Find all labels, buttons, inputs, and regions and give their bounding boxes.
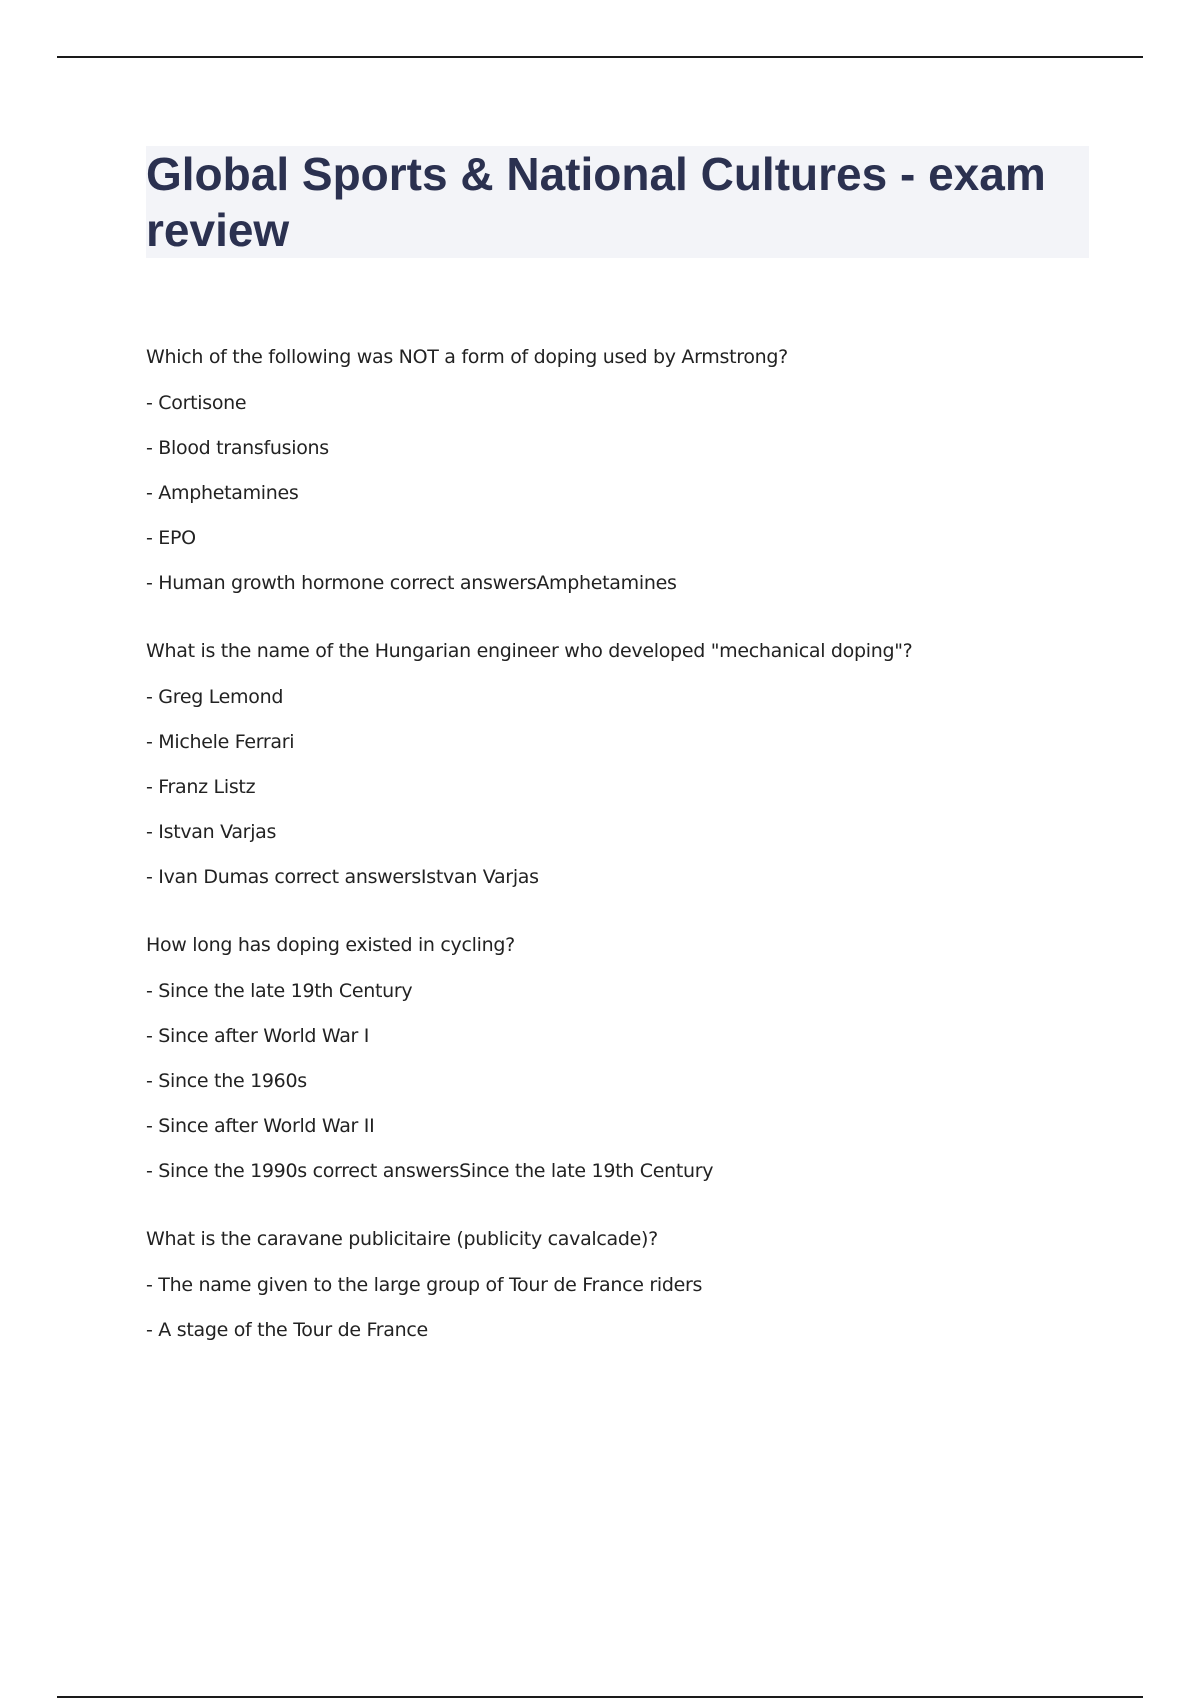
answer-option: - Istvan Varjas	[146, 821, 277, 843]
answer-option: - Blood transfusions	[146, 437, 329, 459]
answer-option: - Since after World War II	[146, 1115, 375, 1137]
question-block	[146, 933, 1096, 1183]
answer-option-with-answer: - Since the 1990s correct answersSince the late 19th Century	[146, 1160, 714, 1182]
answer-option: - Franz Listz	[146, 776, 256, 798]
answer-option-with-answer: - Ivan Dumas correct answersIstvan Varjas	[146, 866, 539, 888]
answer-option: - Amphetamines	[146, 482, 299, 504]
page-title: Global Sports & National Cultures - exam review	[146, 148, 1046, 256]
answer-option: - Since the 1960s	[146, 1070, 307, 1092]
question-text: What is the caravane publicitaire (publicity cavalcade)?	[146, 1228, 658, 1250]
bottom-divider	[57, 1696, 1143, 1698]
answer-option: - Cortisone	[146, 392, 247, 414]
answer-option: - EPO	[146, 527, 196, 549]
question-text: What is the name of the Hungarian engineer who developed "mechanical doping"?	[146, 640, 913, 662]
answer-option: - Greg Lemond	[146, 686, 284, 708]
answer-option: - Michele Ferrari	[146, 731, 295, 753]
answer-option-with-answer: - Human growth hormone correct answersAmphetamines	[146, 572, 677, 594]
question-block	[146, 1227, 1096, 1342]
question-block	[146, 639, 1096, 889]
question-text: How long has doping existed in cycling?	[146, 934, 515, 956]
question-block	[146, 345, 1096, 595]
title-banner	[146, 146, 1089, 258]
answer-option: - The name given to the large group of Tour de France riders	[146, 1274, 703, 1296]
top-divider	[57, 56, 1143, 58]
answer-option: - A stage of the Tour de France	[146, 1319, 428, 1341]
answer-option: - Since after World War I	[146, 1025, 370, 1047]
question-list	[146, 345, 1096, 1386]
question-text: Which of the following was NOT a form of doping used by Armstrong?	[146, 346, 788, 368]
answer-option: - Since the late 19th Century	[146, 980, 413, 1002]
